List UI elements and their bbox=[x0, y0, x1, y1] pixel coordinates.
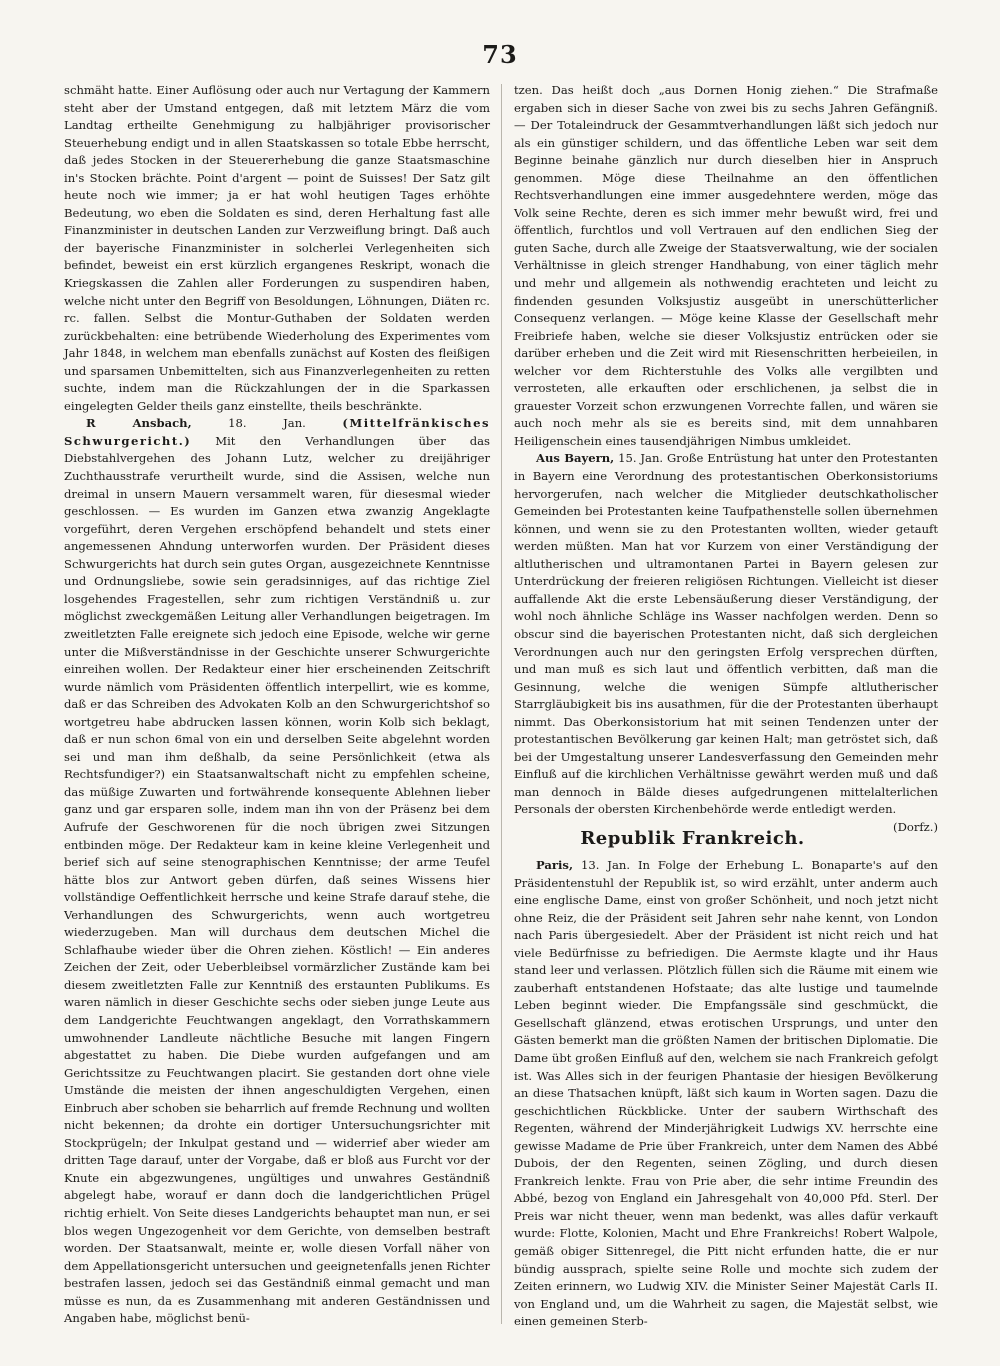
left-article-ansbach bbox=[64, 415, 490, 1327]
right-article-bayern bbox=[514, 450, 938, 834]
column-divider bbox=[501, 84, 502, 1324]
body-bayern: Große Entrüstung hat unter den Protestanten in Bayern eine Verordnung des protestantischen Oberkonsistoriums hervorgerufen, nach welcher die Mitglieder deutschkatholischer Gemeinden bei Protestanten keine Taufpathenstelle sollen übernehmen können, und wenn sie zu den Protestanten wollten, wieder getauft werden müßten. Man hat vor Kurzem von einer Verständigung der altlutherischen und ultramontanen Partei in Bayern gelesen zur Unterdrückung der freieren religiösen Richtungen. Vielleicht ist dieser auffallende Akt die erste Lebensäußerung dieser Verständigung, der wohl noch ähnliche Schläge ins Wasser nachfolgen werden. Denn so obscur sind die bayerischen Protestanten nicht, daß sich dergleichen Verordnungen auch nur den geringsten Erfolg versprechen dürften, und man muß es sich laut und öffentlich verbitten, daß man die Gesinnung, welche die wenigen Sümpfe altlutherischer Starrgläubigkeit bis ins ausathmen, für die der Protestanten überhaupt nimmt. Das Oberkonsistorium hat mit seinen Tendenzen unter der protestantischen Bevölkerung gar keinen Halt; man getröstet sich, daß bei der Umgestaltung unserer Landesverfassung den Gemeinden mehr Einfluß auf die kirchlichen Verhältnisse gewährt werden muß und daß man dennoch in Bälde dieses aufgedrungenen mittelalterlichen Personals der obersten Kirchenbehörde werde entledigt werden. bbox=[514, 451, 938, 817]
section-heading-frankreich: Republik Frankreich. bbox=[580, 827, 805, 849]
right-paragraph-1: tzen. Das heißt doch „aus Dornen Honig ziehen.“ Die Strafmaße ergaben sich in dieser Sache von zwei bis zu sechs Jahren Gefängniß. — Der Totaleindruck der Gesammtverhandlungen läßt sich jedoch nur als ein günstiger schildern, und das öffentliche Leben war seit dem Beginne beinahe gänzlich nur durch dieselben hier in Anspruch genommen. Möge diese Theilnahme an den öffentlichen Rechtsverhandlungen eine immer ausgedehntere werden, möge das Volk seine Rechte, deren es sich immer mehr bewußt wird, frei und öffentlich, furchtlos und voll Vertrauen auf den endlichen Sieg der guten Sache, durch alle Zweige der Staatsverwaltung, wie der socialen Verhältnisse in gleich strenger Handhabung, von einer täglich mehr und mehr und allgemein als nothwendig erachteten und leicht zu findenden gesunden Volksjustiz ausgeübt in unerschütterlicher Consequenz verlangen. — Möge keine Klasse der Gesellschaft mehr Freibriefe haben, welche sie dieser Volksjustiz entrücken oder sie darüber erheben und die Zeit wird mit Riesenschritten herbeieilen, in welcher vor dem Richterstuhle des Volks alle vergilbten und verrosteten, alle erkauften oder erschlichenen, ja selbst die in grauester Vorzeit schon erzwungenen Vorrechte fallen, und wären sie auch noch mehr als sie es bereits sind, mit dem unnahbaren Heiligenschein eines tausendjährigen Nimbus umkleidet. bbox=[514, 83, 938, 448]
subtitle-ansbach: (Mittelfränkisches Schwurgericht.) bbox=[64, 416, 491, 448]
right-column bbox=[514, 82, 938, 1331]
page-number: 73 bbox=[482, 40, 518, 69]
date-bayern: 15. Jan. bbox=[618, 451, 664, 466]
body-paris: In Folge der Erhebung L. Bonaparte's auf den Präsidentenstuhl der Republik ist, so wird erzählt, unter anderm auch eine englische Dame, einst von großer Schönheit, und noch jetzt nicht ohne Reiz, die der Präsident seit Jahren sehr nahe kennt, von London nach Paris übergesiedelt. Aber der Präsident ist nicht reich und hat viele Bedürfnisse zu befriedigen. Die Aermste klagte und ihr Haus stand leer und verlassen. Plötzlich füllen sich die Räume mit einem wie zauberhaft entstandenen Hofstaate; das alte lustige und taumelnde Leben beginnt wieder. Die Empfangssäle sind geschmückt, die Gesellschaft glänzend, etwas erotischen Ursprungs, und unter den Gästen bemerkt man die größten Namen der britischen Diplomatie. Die Dame übt großen Einfluß auf den, welchem sie nach Frankreich gefolgt ist. Was Alles sich in der feurigen Phantasie der hiesigen Bevölkerung an diese Thatsachen knüpft, läßt sich kaum in Worten sagen. Dazu die geschichtlichen Rückblicke. Unter der saubern Wirthschaft des Regenten, während der Minderjährigkeit Ludwigs XV. herrschte eine gewisse Madame de Prie über Frankreich, unter dem Namen des Abbé Dubois, der den Regenten, seinen Zögling, und durch diesen Frankreich lenkte. Frau von Prie aber, die sehr intime Freundin des Abbé, bezog von England ein Jahresgehalt von 40,000 Pfd. Sterl. Der Preis war nicht theuer, wenn man bedenkt, was alles dafür verkauft wurde: Flotte, Kolonien, Macht und Ehre Frankreichs! Robert Walpole, gemäß obiger Sittenregel, die Pitt nicht erfunden hatte, die er nur bündig aussprach, spielte seine Rolle und mochte sich zudem der Zeiten erinnern, wo Ludwig XIV. die Minister Seiner Majestät Carls II. von England und, um die Wahrheit zu sagen, die Majestät selbst, wie einen gemeinen Sterb- bbox=[514, 857, 939, 1329]
right-article-paris bbox=[514, 857, 938, 1331]
dateline-ansbach: R Ansbach, bbox=[86, 416, 192, 431]
date-ansbach: 18. Jan. bbox=[228, 416, 306, 431]
dateline-bayern: Aus Bayern, bbox=[536, 451, 615, 466]
left-paragraph-1: schmäht hatte. Einer Auflösung oder auch nur Vertagung der Kammern steht aber der Umstand entgegen, daß mit letztem März die vom Landtag ertheilte Genehmigung zu halbjähriger provisorischer Steuerhebung endigt und in allen Staatskassen so totale Ebbe herrscht, daß jedes Stocken in der Steuererhebung die ganze Staatsmaschine in's Stocken brächte. Point d'argent — point de Suisses! Der Satz gilt heute noch wie immer; ja er hat wohl heutigen Tages erhöhte Bedeutung, wo eben die Soldaten es sind, deren Herhaltung fast alle Finanzminister in deutschen Landen zur Verzweiflung bringt. Daß auch der bayerische Finanzminister in solcherlei Verlegenheiten sich befindet, beweist ein erst kürzlich ergangenes Reskript, wonach die Kriegskassen die Zahlen aller Forderungen zu suspendiren haben, welche nicht unter den Begriff von Besoldungen, Löhnungen, Diäten rc. rc. fallen. Selbst die Montur-Guthaben der Soldaten werden zurückbehalten: eine betrübende Wiederholung des Experimentes vom Jahr 1848, in welchem man ebenfalls zunächst auf Kosten des fleißigen und sparsamen Unbemittelten, sich aus Finanzverlegenheiten zu retten suchte, indem man die Rückzahlungen der in die Sparkassen eingelegten Gelder theils ganz einstellte, theils beschränkte. bbox=[64, 83, 490, 413]
date-paris: 13. Jan. bbox=[580, 857, 631, 872]
body-ansbach: Mit den Verhandlungen über das Diebstahlvergehen des Johann Lutz, welcher zu dreijähriger Zuchthausstrafe verurtheilt wurde, sind die Assisen, welche nun dreimal in unsern Mauern versammelt waren, für diesesmal wieder geschlossen. — Es wurden im Ganzen etwa zwanzig Angeklagte vorgeführt, deren Vergehen erschöpfend behandelt und stets einer angemessenen Ahndung unterworfen wurden. Der Präsident dieses Schwurgerichts hat durch sein gutes Organ, ausgezeichnete Kenntnisse und Ordnungsliebe, sowie sein geradsinniges, auf das richtige Ziel losgehendes Fragestellen, sehr zum richtigen Verständniß u. zur möglichst zweckgemäßen Leitung aller Verhandlungen beigetragen. Im zweitletzten Falle ereignete sich jedoch eine Episode, welche wir gerne unter die Mißverständnisse in der Geschichte unserer Schwurgerichte einreihen wollen. Der Redakteur einer hier erscheinenden Zeitschrift wurde nämlich vom Präsidenten öffentlich interpellirt, wie es komme, daß er das Schreiben des Advokaten Kolb an den Schwurgerichtshof so wortgetreu habe abdrucken lassen können, worin Kolb sich beklagt, daß er nun schon 6mal von ein und derselben Seite abgelehnt worden sei und man ihm deßhalb, da seine Persönlichkeit (etwa als Rechtsfundiger?) ein Staatsanwaltschaft nicht zu empfehlen scheine, das müßige Zuwarten und fortwährende konsequente Ablehnen lieber ganz und gar ersparen solle, indem man ihn von der Präsenz bei dem Aufrufe der Geschworenen für die noch übrigen zwei Sitzungen entbinden möge. Der Redakteur kam in keine kleine Verlegenheit und berief sich auf seine stenographischen Kenntnisse; der arme Teufel hätte blos zur Antwort geben dürfen, daß seines Wissens hier vollständige Oeffentlichkeit herrsche und keine Strafe darauf stehe, die Verhandlungen des Schwurgerichts, wenn auch wortgetreu wiederzugeben. Man will durchaus dem deutschen Michel die Schlafhaube wieder über die Ohren ziehen. Köstlich! — Ein anderes Zeichen der Zeit, oder Ueberbleibsel vormärzlicher Zustände kam bei diesem zweitletzten Falle zur Kenntniß des erstaunten Publikums. Es waren nämlich in dieser Geschichte sechs oder sieben junge Leute aus dem Landgerichte Feuchtwangen angeklagt, den Vorrathskammern umwohnender Landleute nächtliche Besuche mit langen Fingern abgestattet zu haben. Die Diebe wurden aufgefangen und am Gerichtssitze zu Feuchtwangen placirt. Sie gestanden dort ohne viele Umstände die meisten der ihnen angeschuldigten Vergehen, einen Einbruch aber schoben sie beharrlich auf fremde Rechnung und wollten nicht bekennen; da drohte ein dortiger Untersuchungsrichter mit Stockprügeln; der Inkulpat gestand und — widerrief aber wieder am dritten Tage darauf, unter der Vorgabe, daß er bloß aus Furcht vor der Knute ein abgezwungenes, ungültiges und unwahres Geständniß abgelegt habe, worauf er dann doch die landgerichtlichen Prügel richtig erhielt. Von Seite dieses Landgerichts behauptet man nun, er sei blos wegen Ungezogenheit vor dem Gerichte, von demselben bestraft worden. Der Staatsanwalt, meinte er, wolle diesen Vorfall näher von dem Appellationsgericht untersuchen und geeignetenfalls jenen Richter bestrafen lassen, jedoch sei das Geständniß einmal gemacht und man müsse es nun, da es Zusammenhang mit anderen Geständnissen und Angaben habe, möglichst benü- bbox=[64, 433, 490, 1326]
dateline-paris: Paris, bbox=[536, 857, 573, 872]
left-column bbox=[64, 82, 490, 1328]
source-bayern: (Dorfz.) bbox=[893, 819, 938, 834]
